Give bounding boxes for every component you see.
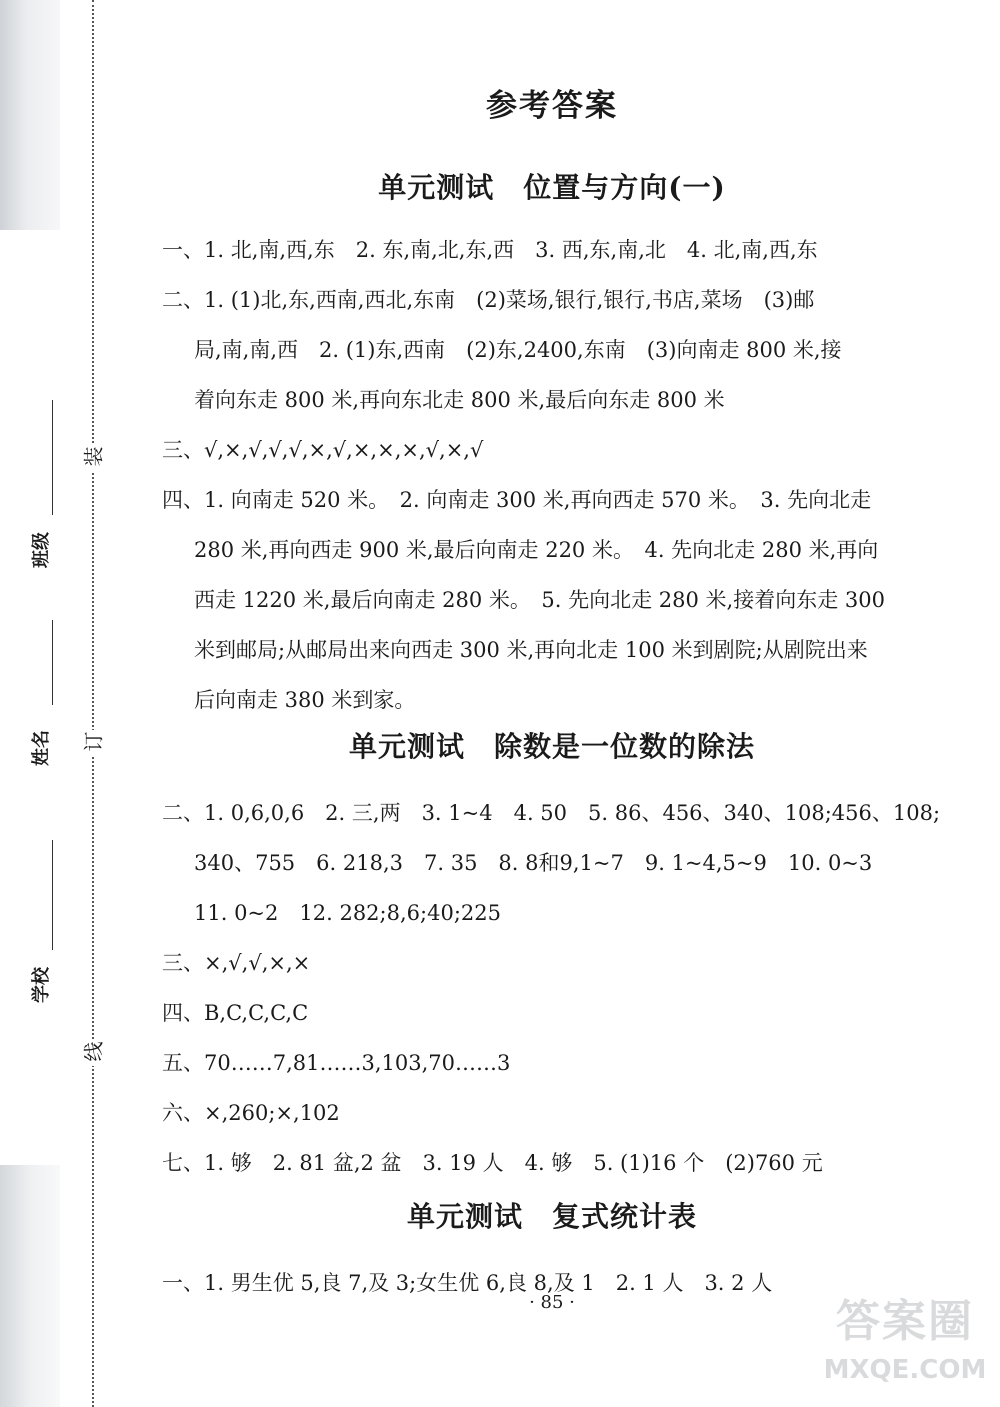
school-field-line[interactable] xyxy=(52,840,53,950)
answer-line: 四、B,C,C,C,C xyxy=(162,1001,309,1025)
answer-line: 六、×,260;×,102 xyxy=(162,1101,340,1125)
answer-line: 着向东走 800 米,再向东北走 800 米,最后向东走 800 米 xyxy=(194,388,725,412)
class-label: 班级 xyxy=(31,532,52,568)
section-title-division: 单元测试 除数是一位数的除法 xyxy=(348,730,755,763)
answer-line: 二、1. (1)北,东,西南,西北,东南 (2)菜场,银行,银行,书店,菜场 (3)邮 xyxy=(162,288,815,312)
watermark-logo-text: 答案圈 xyxy=(836,1296,974,1347)
answer-line: 五、70……7,81……3,103,70……3 xyxy=(162,1051,511,1075)
watermark-logo xyxy=(820,1292,990,1400)
answer-line: 后向南走 380 米到家。 xyxy=(194,688,416,712)
binding-mark-ding: 订 xyxy=(80,730,106,756)
class-field-line[interactable] xyxy=(52,400,53,515)
answer-line: 七、1. 够 2. 81 盆,2 盆 3. 19 人 4. 够 5. (1)16 个 (2)760 元 xyxy=(162,1151,823,1175)
section-position-direction-answers xyxy=(162,225,942,725)
school-label: 学校 xyxy=(31,967,52,1003)
answer-line: 11. 0~2 12. 282;8,6;40;225 xyxy=(194,901,501,925)
answer-line: 340、755 6. 218,3 7. 35 8. 8和9,1~7 9. 1~4,5~9 10. 0~3 xyxy=(194,851,873,875)
name-field-line[interactable] xyxy=(52,620,53,705)
binding-texture-bottom xyxy=(0,1165,60,1407)
answer-line: 280 米,再向西走 900 米,最后向南走 220 米。 4. 先向北走 280 米,再向 xyxy=(194,538,879,562)
answer-line: 一、1. 北,南,西,东 2. 东,南,北,东,西 3. 西,东,南,北 4. 北,南,西,东 xyxy=(162,238,818,262)
answer-line: 三、×,√,√,×,× xyxy=(162,951,311,975)
answer-line: 三、√,×,√,√,√,×,√,×,×,×,√,×,√ xyxy=(162,438,484,462)
answer-line: 二、1. 0,6,0,6 2. 三,两 3. 1~4 4. 50 5. 86、456、340、108;456、108; xyxy=(162,801,941,825)
page-title: 参考答案 xyxy=(486,88,618,124)
cut-line xyxy=(92,0,94,1407)
page-number: · 85 · xyxy=(529,1292,575,1313)
binding-mark-xian: 线 xyxy=(80,1040,106,1066)
name-label: 姓名 xyxy=(31,730,52,766)
answer-line: 一、1. 男生优 5,良 7,及 3;女生优 6,良 8,及 1 2. 1 人 3. 2 人 xyxy=(162,1271,773,1295)
binding-texture-top xyxy=(0,0,60,230)
binding-mark-zhuang: 装 xyxy=(80,445,106,471)
section-title-statistics-table: 单元测试 复式统计表 xyxy=(406,1200,697,1233)
answer-line: 局,南,南,西 2. (1)东,西南 (2)东,2400,东南 (3)向南走 800 米,接 xyxy=(194,338,842,362)
answer-line: 米到邮局;从邮局出来向西走 300 米,再向北走 100 米到剧院;从剧院出来 xyxy=(194,638,868,662)
answer-line: 西走 1220 米,最后向南走 280 米。 5. 先向北走 280 米,接着向东走 300 xyxy=(194,588,885,612)
section-division-answers xyxy=(162,788,942,1188)
answer-line: 四、1. 向南走 520 米。 2. 向南走 300 米,再向西走 570 米。 3. 先向北走 xyxy=(162,488,872,512)
watermark-url: MXQE.COM xyxy=(823,1355,987,1385)
section-title-position-direction: 单元测试 位置与方向(一) xyxy=(378,171,726,204)
